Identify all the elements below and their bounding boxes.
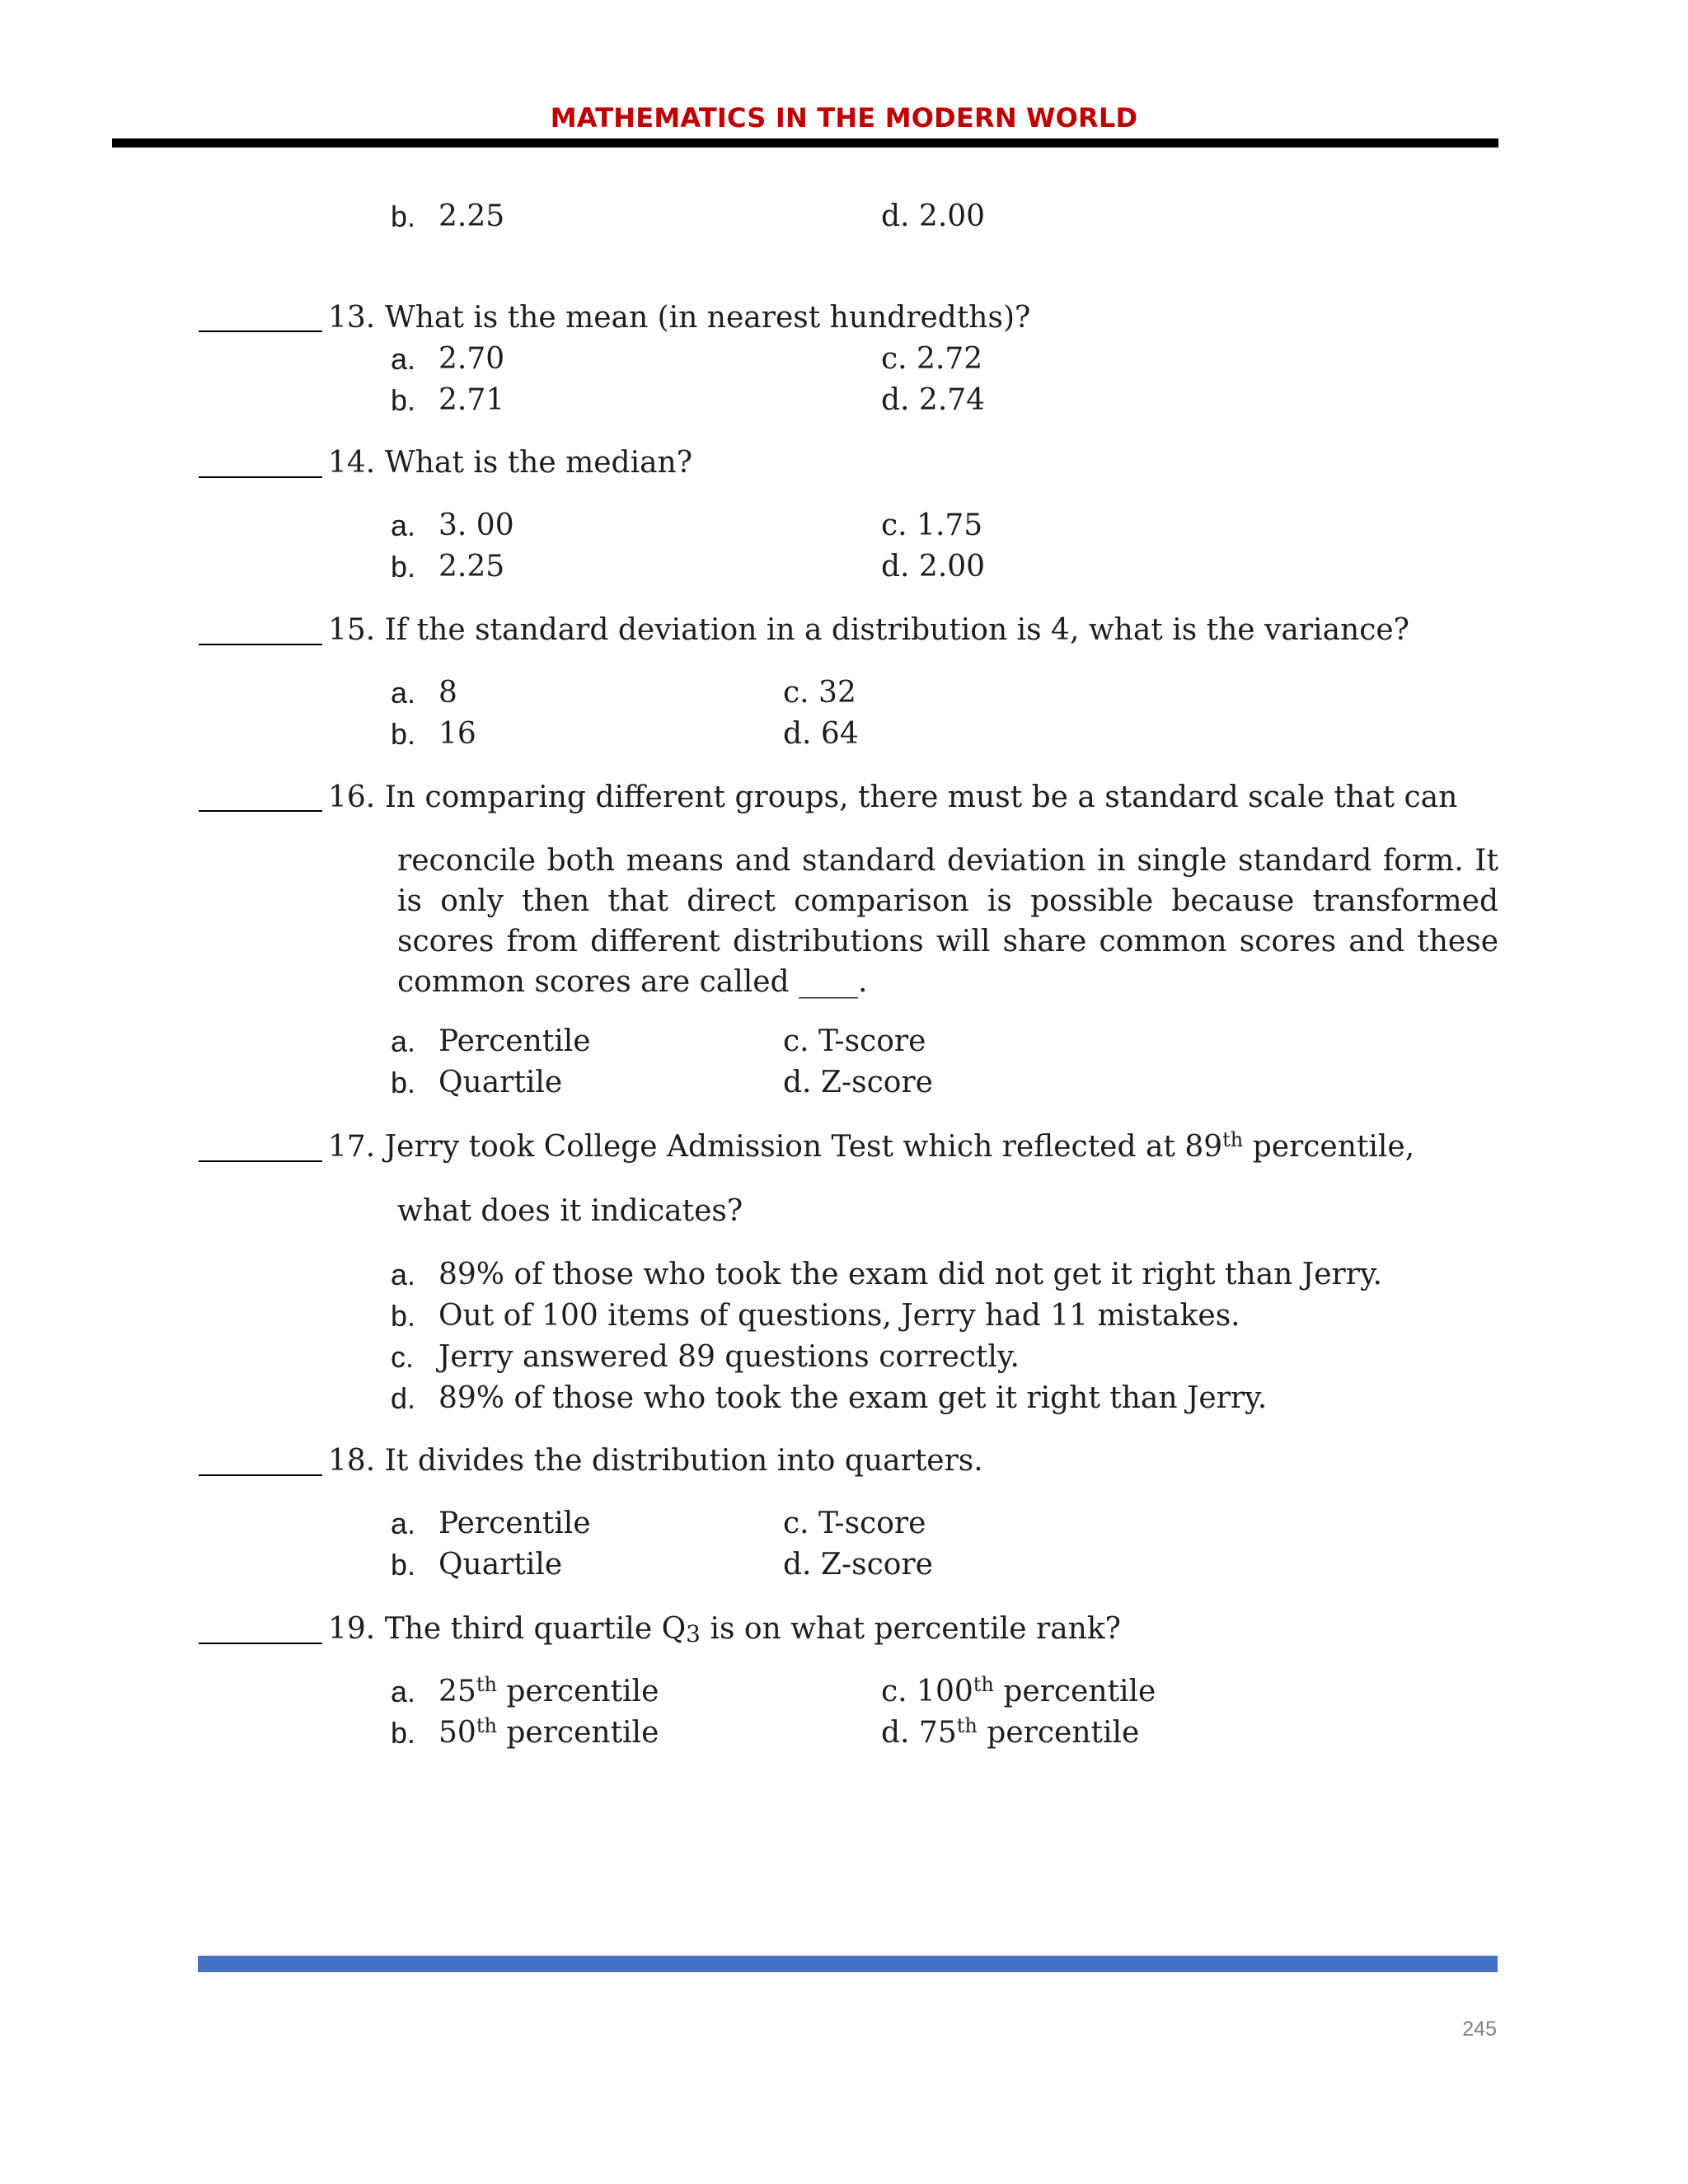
question-17-text-pre: 17. Jerry took College Admission Test which reflected at 89: [328, 1130, 1223, 1164]
carry-over-option-b: 2.25: [438, 199, 505, 233]
q18-letter-b: b.: [391, 1548, 416, 1582]
q19-option-c: c. 100th percentile: [881, 1673, 1156, 1708]
question-17-text: [328, 1129, 1414, 1165]
q16-letter-b: b.: [391, 1066, 416, 1099]
carry-over-option-d: d. 2.00: [881, 199, 986, 233]
q13-option-c: c. 2.72: [881, 342, 983, 376]
answer-blank-13[interactable]: [199, 330, 322, 332]
q14-option-b: 2.25: [438, 550, 505, 583]
q13-letter-b: b.: [391, 383, 416, 417]
question-19-text-pre: 19. The third quartile Q: [328, 1612, 687, 1646]
question-19-text-post: is on what percentile rank?: [701, 1612, 1121, 1646]
q13-letter-a: a.: [391, 342, 416, 376]
q16-option-c: c. T-score: [783, 1024, 926, 1058]
q17-letter-c: c.: [391, 1340, 415, 1374]
q17-option-d: 89% of those who took the exam get it right than Jerry.: [438, 1381, 1268, 1415]
q14-option-d: d. 2.00: [881, 550, 986, 583]
question-13-text: 13. What is the mean (in nearest hundredths)?: [328, 301, 1031, 335]
header-rule: [112, 138, 1498, 148]
question-18-text: 18. It divides the distribution into quarters.: [328, 1444, 983, 1478]
page-number: 245: [1462, 2018, 1497, 2041]
q15-option-a: 8: [438, 676, 457, 710]
q19-letter-b: b.: [391, 1716, 416, 1750]
q17-option-c: Jerry answered 89 questions correctly.: [438, 1340, 1020, 1374]
q16-option-b: Quartile: [438, 1066, 563, 1099]
answer-blank-18[interactable]: [199, 1474, 322, 1476]
question-16-text: 16. In comparing different groups, there must be a standard scale that can: [328, 780, 1458, 814]
q18-letter-a: a.: [391, 1507, 416, 1540]
q13-option-a: 2.70: [438, 342, 505, 376]
question-15-text: 15. If the standard deviation in a distribution is 4, what is the variance?: [328, 613, 1409, 647]
q15-letter-a: a.: [391, 676, 416, 710]
answer-blank-15[interactable]: [199, 644, 322, 645]
question-19-text: [328, 1611, 1121, 1647]
q13-option-b: 2.71: [438, 383, 505, 417]
q19-option-a: 25th percentile: [438, 1673, 659, 1708]
q19-option-b: 50th percentile: [438, 1714, 659, 1750]
q14-option-c: c. 1.75: [881, 509, 983, 542]
q17-option-b: Out of 100 items of questions, Jerry had 11 mistakes.: [438, 1299, 1240, 1333]
footer-rule: [198, 1956, 1498, 1972]
carry-over-letter-b: b.: [391, 199, 416, 233]
question-19-subscript: 3: [686, 1620, 701, 1647]
q16-option-d: d. Z-score: [783, 1066, 933, 1099]
q18-option-d: d. Z-score: [783, 1548, 933, 1582]
answer-blank-19[interactable]: [199, 1643, 322, 1644]
q15-option-d: d. 64: [783, 717, 859, 751]
q18-option-b: Quartile: [438, 1548, 563, 1582]
answer-blank-17[interactable]: [199, 1160, 322, 1162]
answer-blank-16[interactable]: [199, 810, 322, 812]
q18-option-a: Percentile: [438, 1507, 591, 1540]
q15-letter-b: b.: [391, 717, 416, 751]
q14-option-a: 3. 00: [438, 509, 514, 542]
q16-option-a: Percentile: [438, 1024, 591, 1058]
answer-blank-14[interactable]: [199, 476, 322, 478]
question-16-continuation: reconcile both means and standard deviation in single standard form. It is only then that direct comparison is possible because transformed scores from different distributions will share common scores and these common scores are called ____.: [397, 844, 1498, 999]
question-17-continuation: what does it indicates?: [397, 1194, 743, 1228]
q15-option-c: c. 32: [783, 676, 856, 710]
q19-option-d: d. 75th percentile: [881, 1714, 1140, 1750]
question-17-text-post: percentile,: [1243, 1130, 1415, 1164]
q15-option-b: 16: [438, 717, 476, 751]
q17-letter-a: a.: [391, 1258, 416, 1291]
question-17-superscript: th: [1222, 1128, 1244, 1151]
q19-letter-a: a.: [391, 1675, 416, 1708]
q16-letter-a: a.: [391, 1024, 416, 1058]
q18-option-c: c. T-score: [783, 1507, 926, 1540]
q14-letter-a: a.: [391, 509, 416, 542]
q17-letter-b: b.: [391, 1299, 416, 1333]
question-14-text: 14. What is the median?: [328, 446, 693, 480]
q13-option-d: d. 2.74: [881, 383, 986, 417]
q17-letter-d: d.: [391, 1381, 416, 1415]
q14-letter-b: b.: [391, 550, 416, 583]
q17-option-a: 89% of those who took the exam did not get it right than Jerry.: [438, 1258, 1382, 1291]
page-header-title: MATHEMATICS IN THE MODERN WORLD: [550, 102, 1138, 134]
